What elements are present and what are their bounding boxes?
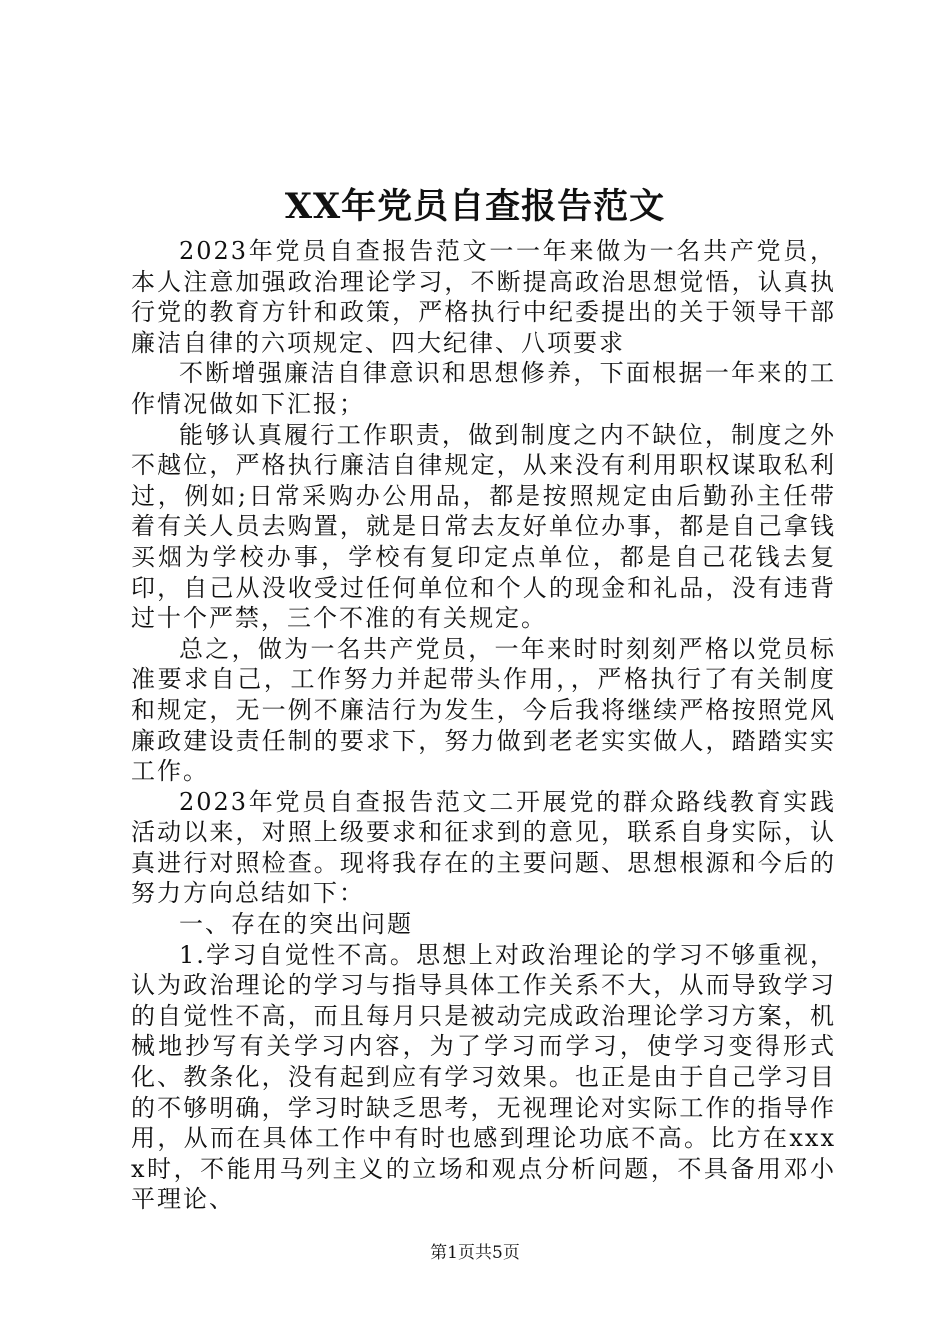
paragraph-6: 1.学习自觉性不高。思想上对政治理论的学习不够重视，认为政治理论的学习与指导具体工作关系不大，从而导致学习的自觉性不高，而且每月只是被动完成政治理论学习方案，机械地抄写有关学习内容，为了学习而学习，使学习变得形式化、教条化，没有起到应有学习效果。也正是由于自己学习目的不够明确，学习时缺乏思考，无视理论对实际工作的指导作用，从而在具体工作中有时也感到理论功底不高。比方在xxxx时，不能用马列主义的立场和观点分析问题，不具备用邓小平理论、 (131, 940, 836, 1214)
paragraph-4: 总之，做为一名共产党员，一年来时时刻刻严格以党员标准要求自己，工作努力并起带头作用，，严格执行了有关制度和规定，无一例不廉洁行为发生，今后我将继续严格按照党风廉政建设责任制的要求下，努力做到老老实实做人，踏踏实实工作。 (131, 634, 836, 786)
page-total: 共5页 (475, 1243, 520, 1263)
paragraph-1: 2023年党员自查报告范文一一年来做为一名共产党员，本人注意加强政治理论学习，不断提高政治思想觉悟，认真执行党的教育方针和政策，严格执行中纪委提出的关于领导干部廉洁自律的六项规定、四大纪律、八项要求 (131, 237, 836, 357)
paragraph-3: 能够认真履行工作职责，做到制度之内不缺位，制度之外不越位，严格执行廉洁自律规定，从来没有利用职权谋取私利过，例如;日常采购办公用品，都是按照规定由后勤孙主任带着有关人员去购置，就是日常去友好单位办事，都是自己拿钱买烟为学校办事，学校有复印定点单位，都是自己花钱去复印，自己从没收受过任何单位和个人的现金和礼品，没有违背过十个严禁，三个不准的有关规定。 (131, 420, 836, 633)
paragraph-5: 2023年党员自查报告范文二开展党的群众路线教育实践活动以来，对照上级要求和征求到的意见，联系自身实际，认真进行对照检查。现将我存在的主要问题、思想根源和今后的努力方向总结如下： (131, 787, 836, 908)
paragraph-2: 不断增强廉洁自律意识和思想修养，下面根据一年来的工作情况做如下汇报； (131, 359, 836, 418)
section-heading-1: 一、存在的突出问题 (179, 910, 413, 939)
page-number: 第1页 (430, 1243, 475, 1263)
page-footer (0, 1241, 950, 1265)
document-body (131, 236, 836, 1215)
document-title: XX年党员自查报告范文 (284, 186, 666, 227)
